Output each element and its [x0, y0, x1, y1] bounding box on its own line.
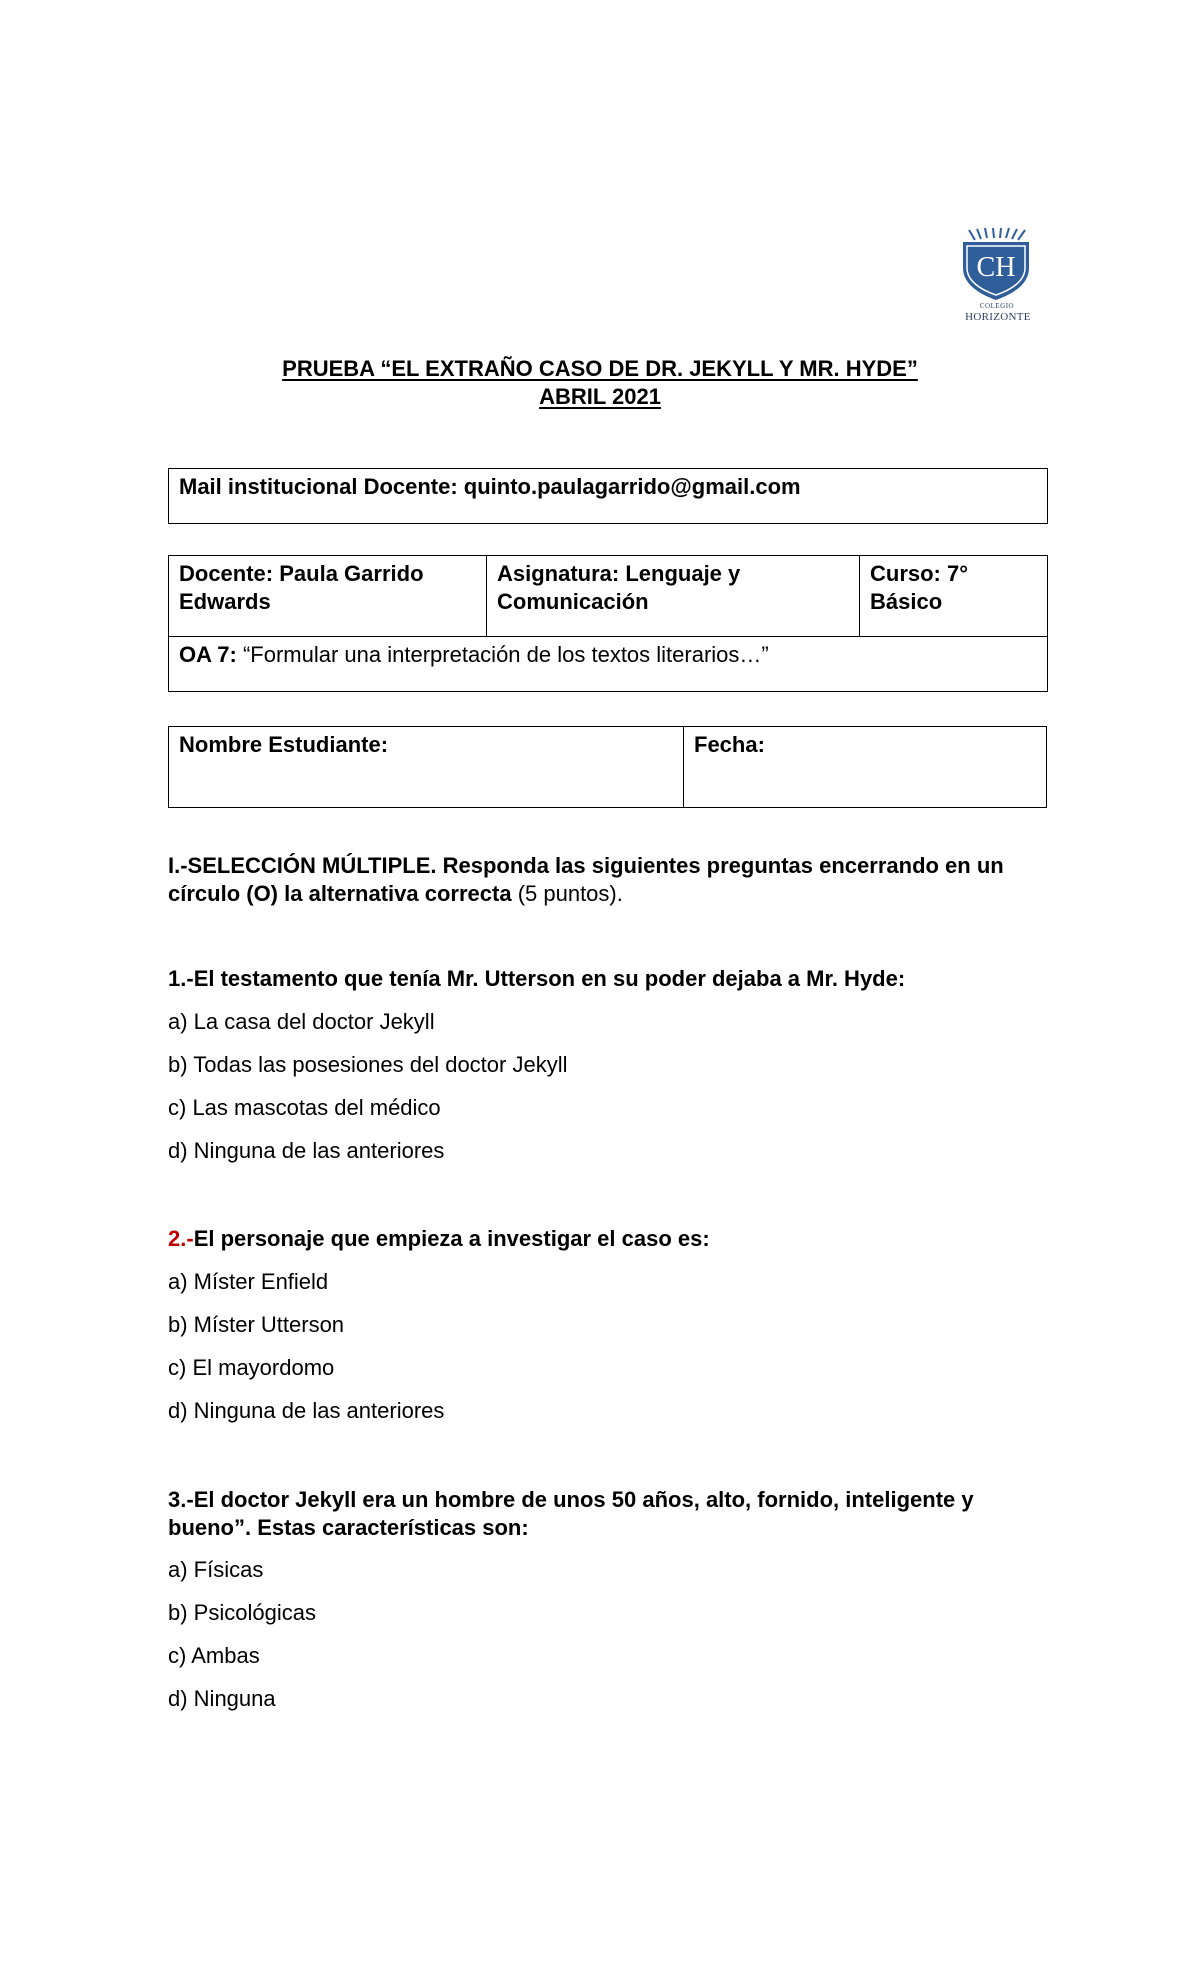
logo-school-name: HORIZONTE	[965, 311, 1031, 323]
teacher-line2: Edwards	[179, 589, 271, 614]
date-field[interactable]	[684, 727, 1047, 808]
answer-option[interactable]: d) Ninguna	[168, 1686, 276, 1711]
answer-option[interactable]: c) El mayordomo	[168, 1355, 335, 1380]
objective-label: OA 7:	[179, 642, 237, 667]
answer-option[interactable]: b) Míster Utterson	[168, 1312, 345, 1337]
teacher-cell	[169, 556, 487, 637]
student-name-field[interactable]	[169, 727, 684, 808]
question-number: 3.-	[168, 1487, 194, 1512]
mail-cell: Mail institucional Docente: quinto.paulagarrido@gmail.com	[169, 469, 1048, 524]
page-subtitle: ABRIL 2021	[539, 384, 661, 409]
answer-option[interactable]: a) La casa del doctor Jekyll	[168, 1009, 435, 1034]
objective-text: “Formular una interpretación de los textos literarios…”	[236, 642, 769, 667]
question-1	[168, 965, 1048, 993]
section-heading-bold: I.-SELECCIÓN MÚLTIPLE. Responda las siguientes preguntas encerrando en un círculo (O) la alternativa correcta	[168, 853, 1004, 906]
teacher-line1: Docente: Paula Garrido	[179, 561, 424, 586]
question-text: El personaje que empieza a investigar el caso es:	[193, 1226, 710, 1251]
question-number: 1.-	[168, 966, 194, 991]
mail-table	[168, 468, 1048, 524]
subject-line2: Comunicación	[497, 589, 649, 614]
answer-option[interactable]: c) Ambas	[168, 1643, 260, 1668]
question-2	[168, 1225, 1048, 1253]
answer-option[interactable]: b) Psicológicas	[168, 1600, 316, 1625]
teacher-info-table	[168, 555, 1048, 692]
question-3	[168, 1486, 1048, 1542]
subject-line1: Asignatura: Lenguaje y	[497, 561, 741, 586]
answer-option[interactable]: b) Todas las posesiones del doctor Jekyll	[168, 1052, 568, 1077]
page-title: PRUEBA “EL EXTRAÑO CASO DE DR. JEKYLL Y MR. HYDE”	[282, 356, 918, 381]
section-heading	[168, 852, 1048, 908]
section-heading-points: (5 puntos).	[511, 881, 623, 906]
course-line1: Curso: 7°	[870, 561, 969, 586]
logo-small-text: COLEGIO	[979, 302, 1015, 310]
question-number: 2.-	[168, 1226, 194, 1251]
question-text: El doctor Jekyll era un hombre de unos 50 años, alto, fornido, inteligente y bueno”. Estas características son:	[168, 1487, 974, 1540]
course-cell	[860, 556, 1048, 637]
subject-cell	[487, 556, 860, 637]
answer-option[interactable]: c) Las mascotas del médico	[168, 1095, 441, 1120]
question-text: El testamento que tenía Mr. Utterson en su poder dejaba a Mr. Hyde:	[193, 966, 906, 991]
student-name-label: Nombre Estudiante:	[179, 732, 389, 757]
answer-option[interactable]: d) Ninguna de las anteriores	[168, 1138, 445, 1163]
objective-cell	[169, 637, 1048, 692]
answer-option[interactable]: d) Ninguna de las anteriores	[168, 1398, 445, 1423]
date-label: Fecha:	[694, 732, 765, 757]
answer-option[interactable]: a) Físicas	[168, 1557, 264, 1582]
svg-text:CH: CH	[976, 252, 1016, 283]
shield-icon	[957, 228, 1035, 302]
course-line2: Básico	[870, 589, 943, 614]
answer-option[interactable]: a) Míster Enfield	[168, 1269, 329, 1294]
student-info-table	[168, 726, 1047, 808]
